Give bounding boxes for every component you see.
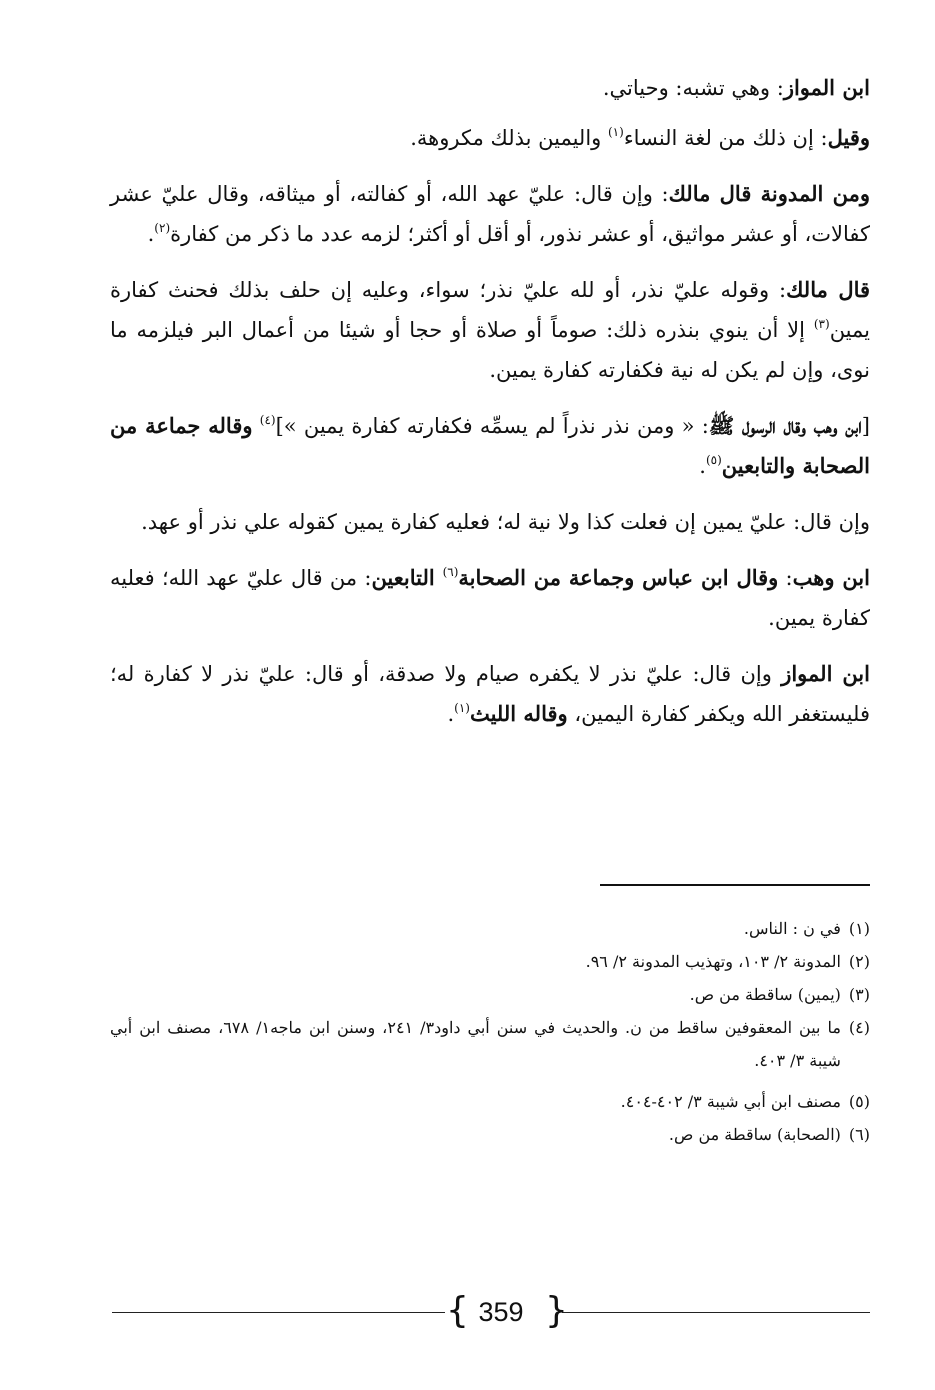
paragraph-text: : وإن قال: عليّ عهد الله، أو كفالته، أو ميثاقه، وقال عليّ عشر كفالات، أو عشر مواثيق، أو عشر نذور، أو أقل أو أكثر؛ لزمه عدد ما ذكر من كفارة [110,182,870,246]
footnote [110,1011,870,1077]
paragraph-text: . [147,222,155,246]
footnote-ref[interactable]: (١) [607,125,624,139]
speaker-name: ابن المواز [783,75,870,100]
bracket-close: ] [275,414,284,438]
page-number-bracket-left: { [446,1290,469,1331]
footer-rule-left [112,1312,445,1313]
footnote [110,1118,870,1151]
speaker-name: وقيل [827,125,870,150]
speaker-name: ابن وهب وقال الرسول ﷺ [708,413,862,438]
footnote-text: المدونة ٢/ ١٠٣، وتهذيب المدونة ٢/ ٩٦. [585,952,841,971]
paragraph-text: إلا أن ينوي بنذره ذلك: صوماً أو صلاة أو حجا أو شيئا من أعمال البر فيلزمه ما نوى، وإن لم يكن له نية فكفارته كفارة يمين. [110,318,870,382]
paragraph-text: . [699,454,706,478]
footnote-number: (٦) [848,1125,870,1144]
hadith-text: : « ومن نذر نذراً لم يسمِّه فكفارته كفارة يمين » [283,414,709,438]
speaker-name: وقاله جماعة من الصحابة والتابعين [110,413,870,478]
paragraph-text: وإن قال: عليّ يمين إن فعلت كذا ولا نية له؛ فعليه كفارة يمين كقوله علي نذر أو عهد. [141,510,870,534]
paragraph-4 [110,270,870,390]
footnote-ref[interactable]: (١) [454,701,470,715]
paragraph-2 [110,118,870,158]
speaker-name: ومن المدونة قال مالك [668,181,870,206]
footnote [110,1085,870,1118]
footnote [110,945,870,978]
footnote [110,978,870,1011]
footnotes [110,912,870,1151]
footnote-text: مصنف ابن أبي شيبة ٣/ ٤٠٢-٤٠٤. [620,1092,841,1111]
paragraph-text: وإن قال: عليّ نذر لا يكفره صيام ولا صدقة، أو قال: عليّ نذر لا كفارة له؛ فليستغفر الله ويكفر كفارة اليمين، [110,662,870,726]
footnote-ref[interactable]: (٣) [813,317,830,331]
paragraph-text: : وقوله عليّ نذر، أو لله عليّ نذر؛ سواء، وعليه إن حلف بذلك فحنث كفارة يمين [110,278,870,342]
paragraph-6 [110,502,870,542]
paragraph-8 [110,654,870,734]
footnote [110,912,870,945]
main-text [110,68,870,750]
footnote-text: (يمين) ساقطة من ص. [689,985,841,1004]
speaker-name: التابعين [371,565,443,590]
footnote-ref[interactable]: (٢) [154,221,171,235]
footnote-number: (٢) [848,952,870,971]
paragraph-7 [110,558,870,638]
footnote-number: (٣) [848,985,870,1004]
paragraph-text: . [447,702,455,726]
paragraph-text: : وهي تشبه: وحياتي. [602,76,784,100]
speaker-name: قال مالك [786,277,871,302]
paragraph-1 [110,68,870,108]
speaker-name: ابن وهب [792,565,870,590]
paragraph-text: : من قال عليّ عهد الله؛ فعليه كفارة يمين. [110,566,870,630]
footnote-ref[interactable]: (٤) [259,413,276,427]
footnote-number: (٥) [848,1092,870,1111]
paragraph-5 [110,406,870,486]
speaker-name: ابن المواز [781,661,870,686]
speaker-name: وقاله الليث [469,701,568,726]
footnote-text: (الصحابة) ساقطة من ص. [668,1125,841,1144]
paragraph-text: واليمين بذلك مكروهة. [410,126,608,150]
footnote-ref[interactable]: (٦) [442,565,459,579]
paragraph-text: : إن ذلك من لغة النساء [623,126,828,150]
paragraph-3 [110,174,870,254]
footnote-text: في ن : الناس. [743,919,841,938]
speaker-name: وقال ابن عباس وجماعة من الصحابة [458,565,779,590]
footnote-separator [600,884,870,886]
page-number: 359 [478,1297,524,1327]
footer-rule-right [562,1312,870,1313]
paragraph-text: : [778,566,793,590]
page-number-bracket-right: } [545,1290,568,1331]
footnote-number: (٤) [848,1018,870,1037]
footnote-text: ما بين المعقوفين ساقط من ن. والحديث في سنن أبي داود٣/ ٢٤١، وسنن ابن ماجه١/ ٦٧٨، مصنف ابن أبي شيبة ٣/ ٤٠٣. [110,1018,841,1070]
bracket-open: [ [861,414,870,438]
footnote-number: (١) [848,919,870,938]
footnote-ref[interactable]: (٥) [705,453,722,467]
